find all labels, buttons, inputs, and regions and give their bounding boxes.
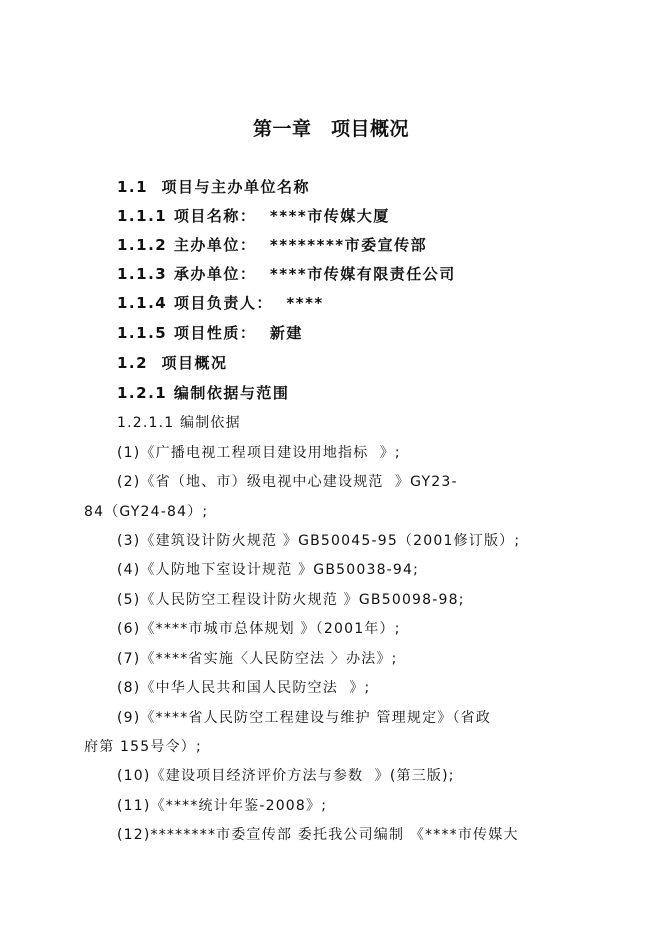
subsubsection-heading-1-2-1-1: 1.2.1.1 编制依据	[117, 415, 241, 431]
reference-item-5: (5)《人民防空工程设计防火规范 》GB50098-98;	[117, 592, 465, 608]
reference-item-8: (8)《中华人民共和国人民防空法 》;	[117, 680, 371, 696]
project-name-line: 1.1.1 项目名称： ****市传媒大厦	[117, 207, 390, 225]
chapter-title: 第一章 项目概况	[252, 118, 409, 140]
reference-item-7: (7)《****省实施〈人民防空法 〉办法》;	[117, 651, 398, 667]
reference-item-1: (1)《广播电视工程项目建设用地指标 》;	[117, 445, 401, 461]
section-heading-1-1: 1.1 项目与主办单位名称	[117, 178, 311, 196]
reference-item-2-continued: 84（GY24-84）;	[84, 504, 209, 520]
undertaking-unit-line: 1.1.3 承办单位： ****市传媒有限责任公司	[117, 265, 456, 283]
reference-item-2: (2)《省（地、市）级电视中心建设规范 》GY23-	[117, 474, 458, 490]
host-unit-line: 1.1.2 主办单位： ********市委宣传部	[117, 236, 428, 254]
reference-item-9-continued: 府第 155号令）;	[84, 739, 202, 755]
section-heading-1-2: 1.2 项目概况	[117, 354, 228, 372]
subsection-heading-1-2-1: 1.2.1 编制依据与范围	[117, 384, 290, 402]
reference-item-10: (10)《建设项目经济评价方法与参数 》(第三版);	[117, 768, 455, 784]
reference-item-3: (3)《建筑设计防火规范 》GB50045-95（2001修订版）;	[117, 533, 521, 549]
reference-item-6: (6)《****市城市总体规划 》（2001年）;	[117, 621, 401, 637]
reference-item-12: (12)********市委宣传部 委托我公司编制 《****市传媒大	[117, 827, 519, 843]
project-leader-line: 1.1.4 项目负责人： ****	[117, 294, 324, 312]
reference-item-4: (4)《人防地下室设计规范 》GB50038-94;	[117, 562, 420, 578]
reference-item-11: (11)《****统计年鉴-2008》;	[117, 798, 328, 814]
project-nature-line: 1.1.5 项目性质： 新建	[117, 324, 303, 342]
reference-item-9: (9)《****省人民防空工程建设与维护 管理规定》（省政	[117, 710, 492, 726]
